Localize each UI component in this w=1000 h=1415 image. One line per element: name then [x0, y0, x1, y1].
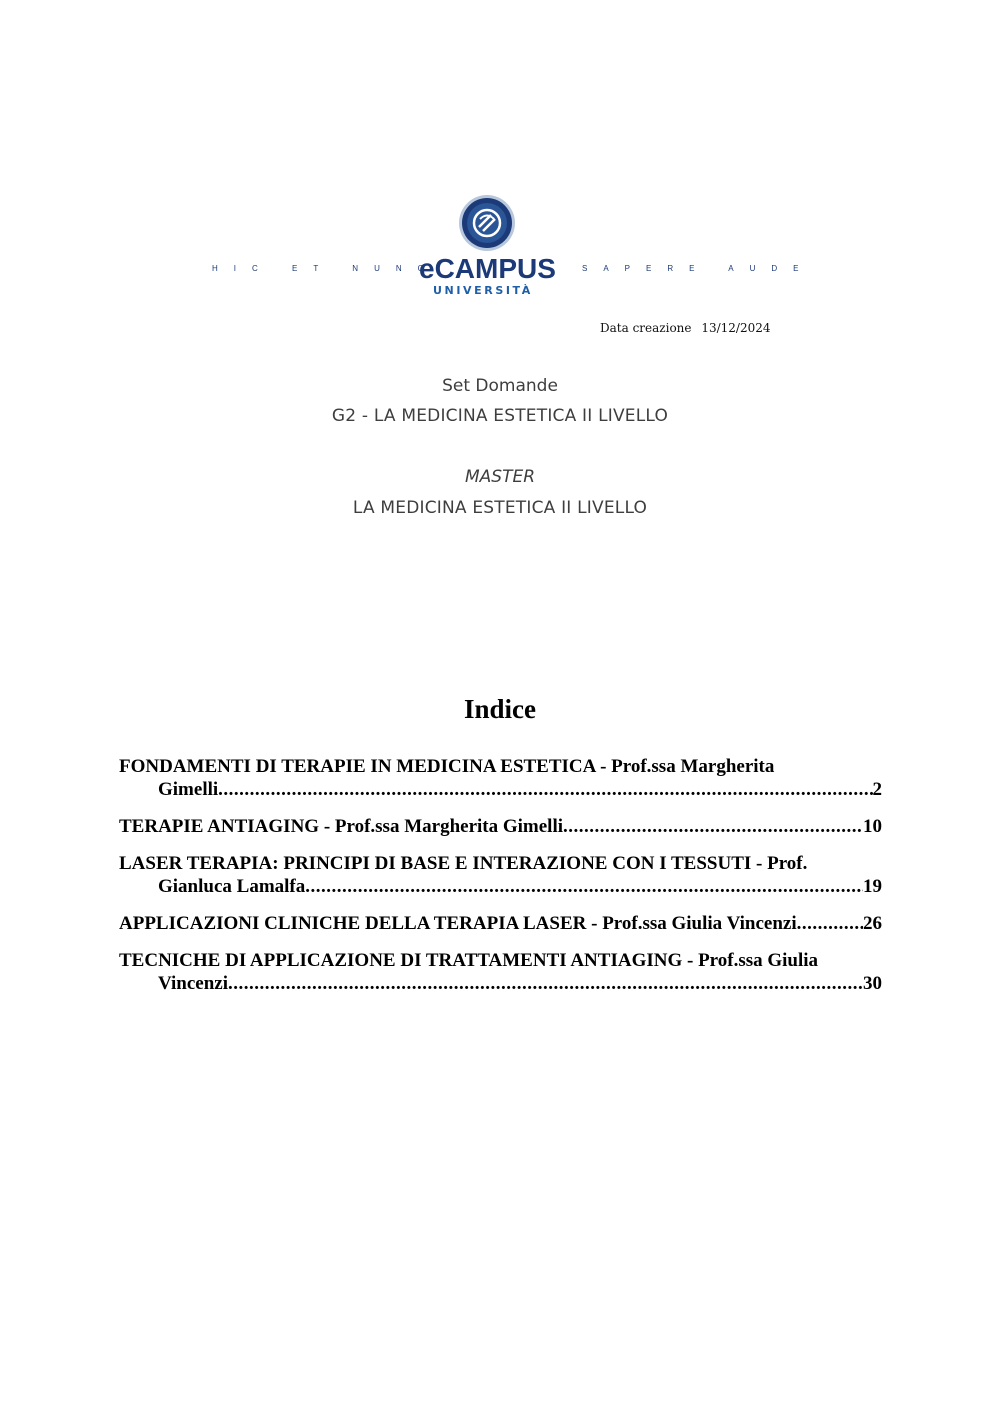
toc-entry-title-cont: Gianluca Lamalfa [158, 876, 306, 897]
toc-entry[interactable] [119, 815, 882, 838]
toc-page-number: 10 [863, 816, 882, 837]
toc-entry-title-cont: Gimelli [158, 779, 219, 800]
toc-leader-dots [218, 778, 872, 801]
university-seal-icon [458, 194, 516, 252]
toc-entry[interactable] [119, 949, 882, 995]
master-name: LA MEDICINA ESTETICA II LIVELLO [352, 498, 648, 518]
toc-entry-title: TECNICHE DI APPLICAZIONE DI TRATTAMENTI ANTIAGING - Prof.ssa Giulia [119, 950, 819, 971]
toc-page-number: 2 [872, 779, 882, 800]
ecampus-wordmark [419, 254, 559, 282]
toc-leader-dots [563, 815, 863, 838]
toc-page-number: 26 [863, 913, 882, 934]
toc-page-number: 19 [863, 876, 882, 897]
toc-page-number: 30 [863, 973, 882, 994]
toc-leader-dots [305, 875, 863, 898]
toc-entry-title-cont: Vincenzi [158, 973, 229, 994]
toc-leader-dots [797, 912, 863, 935]
toc-entry[interactable] [119, 755, 882, 801]
set-subtitle: G2 - LA MEDICINA ESTETICA II LIVELLO [331, 406, 669, 426]
toc-entry-title: TERAPIE ANTIAGING - Prof.ssa Margherita Gimelli [119, 816, 564, 837]
table-of-contents [119, 755, 882, 1009]
toc-entry[interactable] [119, 852, 882, 898]
index-title: Indice [463, 694, 536, 724]
creation-date [600, 321, 771, 335]
set-title: Set Domande [442, 376, 558, 396]
master-label: MASTER [464, 467, 536, 487]
motto-left: HIC ET NUNC [212, 264, 440, 273]
toc-leader-dots [228, 972, 863, 995]
university-logo [0, 190, 1000, 305]
toc-entry-title: APPLICAZIONI CLINICHE DELLA TERAPIA LASER - Prof.ssa Giulia Vincenzi [119, 913, 797, 934]
brand-text: eCAMPUS [419, 254, 556, 282]
date-value: 13/12/2024 [701, 321, 771, 335]
date-label: Data creazione [600, 321, 692, 335]
toc-entry-title: FONDAMENTI DI TERAPIE IN MEDICINA ESTETICA - Prof.ssa Margherita [119, 756, 775, 777]
motto-right: SAPERE AUDE [582, 264, 815, 273]
toc-entry-title: LASER TERAPIA: PRINCIPI DI BASE E INTERAZIONE CON I TESSUTI - Prof. [119, 853, 808, 874]
toc-entry[interactable] [119, 912, 882, 935]
brand-subtitle: UNIVERSITÀ [433, 284, 533, 297]
